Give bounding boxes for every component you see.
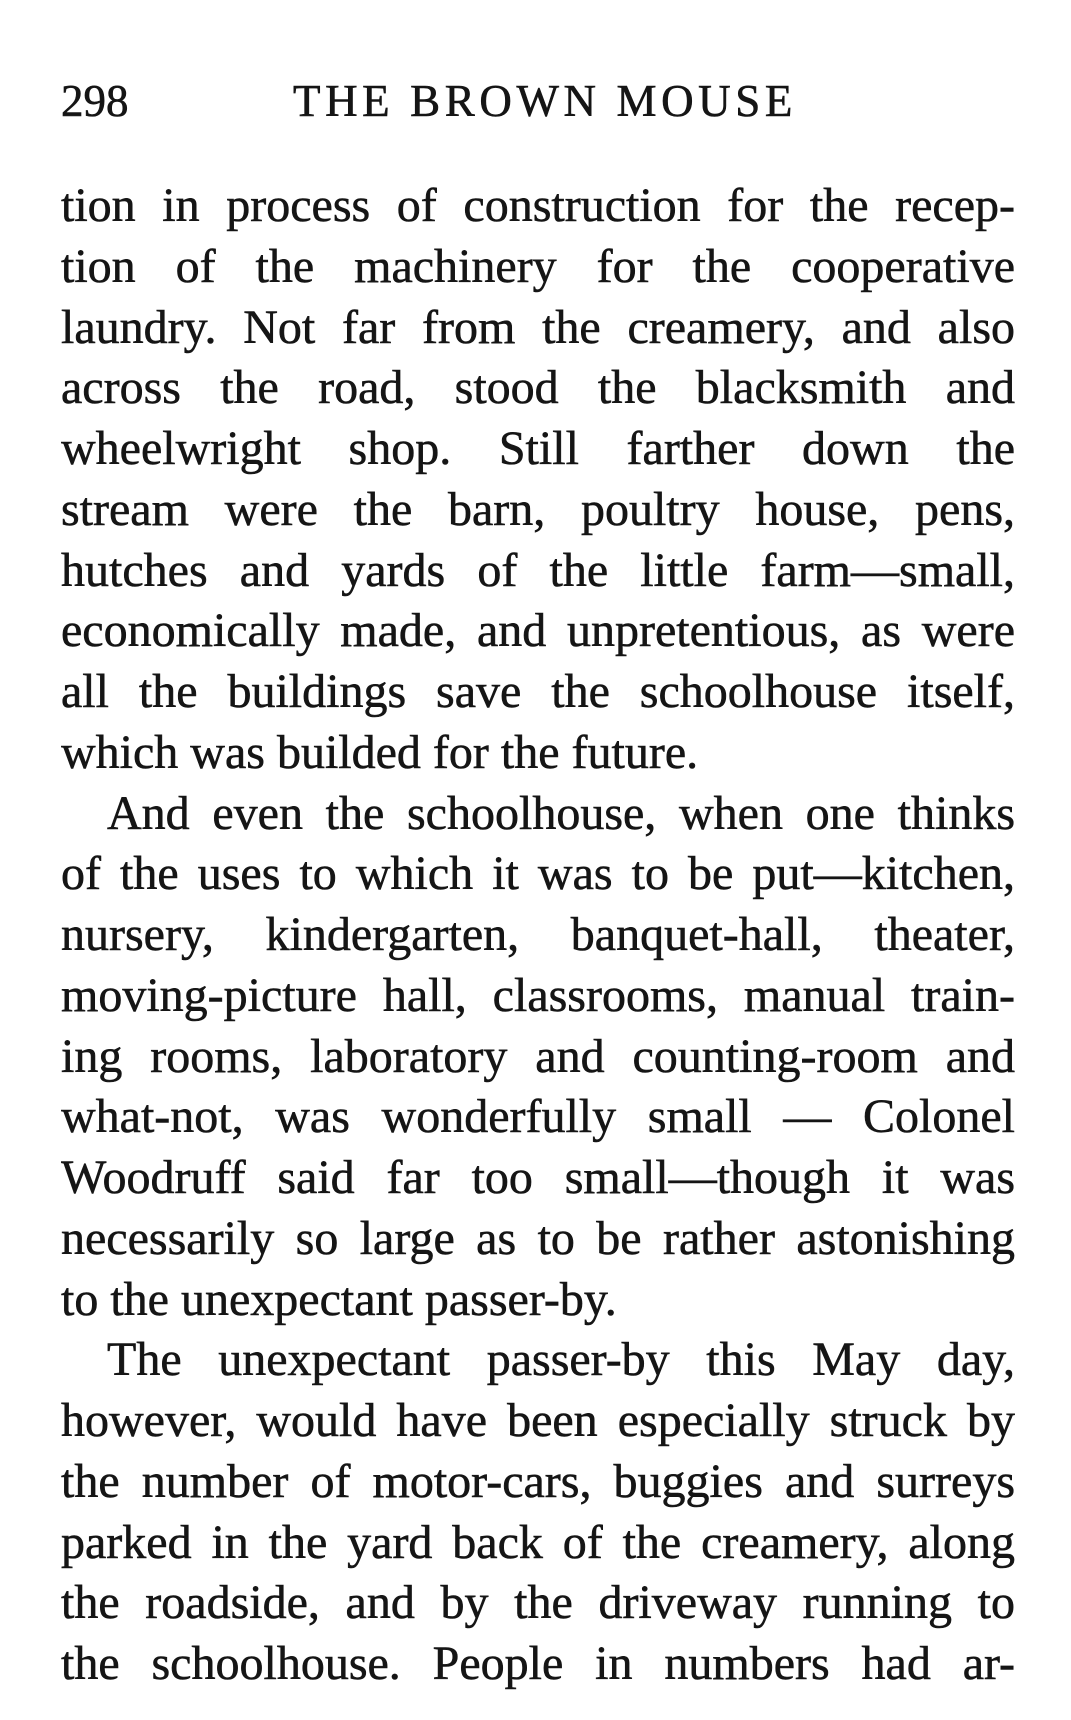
text-line: tion of the machinery for the cooperative [61,239,1015,293]
text-line: tion in process of construction for the recep- [61,179,1015,232]
body-text [61,176,1015,1695]
text-line: hutches and yards of the little farm—small, [61,543,1015,597]
text-line: of the uses to which it was to be put—kitchen, [61,847,1015,901]
text-line: parked in the yard back of the creamery, along [61,1515,1015,1569]
text-line: Woodruff said far too small—though it was [61,1151,1015,1204]
text-line: to the unexpectant passer-by. [61,1272,617,1326]
paragraph-1 [61,176,1015,784]
text-line: And even the schoolhouse, when one thinks [107,786,1015,840]
text-line: the roadside, and by the driveway running to [61,1576,1015,1630]
paragraph-2 [61,784,1015,1331]
text-line: The unexpectant passer-by this May day, [107,1333,1015,1387]
text-line: however, would have been especially struck by [61,1394,1015,1447]
text-line: all the buildings save the schoolhouse itself, [61,665,1015,718]
text-line: laundry. Not far from the creamery, and also [61,300,1015,354]
page-number: 298 [61,76,129,126]
text-line: what-not, was wonderfully small — Colonel [61,1090,1015,1144]
text-line: the schoolhouse. People in numbers had ar- [61,1637,1015,1690]
text-line: nursery, kindergarten, banquet-hall, theater, [61,908,1015,961]
text-line: necessarily so large as to be rather astonishing [61,1211,1015,1265]
paragraph-3 [61,1330,1015,1695]
text-line: across the road, stood the blacksmith and [61,361,1015,415]
text-line: which was builded for the future. [61,725,699,779]
text-line: moving-picture hall, classrooms, manual train- [61,968,1015,1022]
text-line: stream were the barn, poultry house, pens, [61,482,1015,536]
text-line: wheelwright shop. Still farther down the [61,422,1015,475]
text-line: ing rooms, laboratory and counting-room and [61,1029,1015,1083]
text-line: the number of motor-cars, buggies and surreys [61,1454,1015,1508]
running-title: THE BROWN MOUSE [293,76,797,126]
text-line: economically made, and unpretentious, as were [61,604,1015,658]
